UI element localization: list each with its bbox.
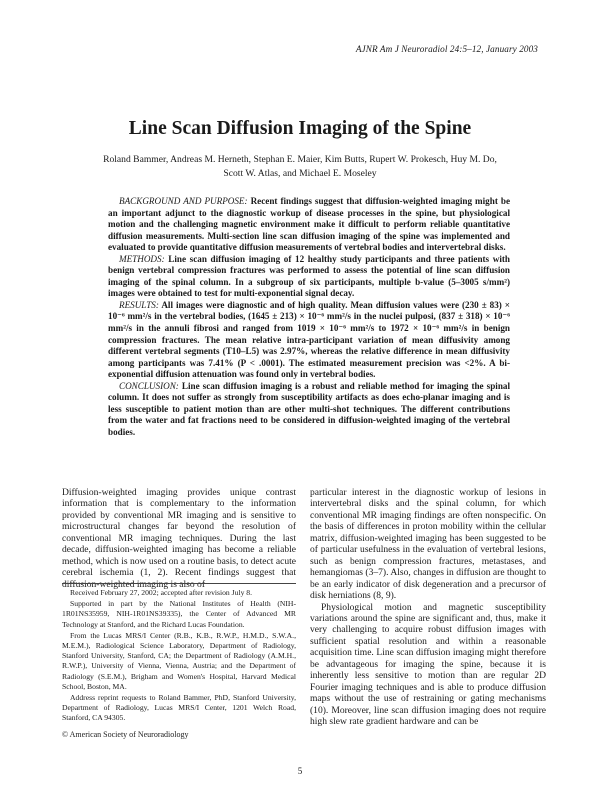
footnote-affiliations: From the Lucas MRS/I Center (R.B., K.B., R.W.P., H.M.D., S.W.A., M.E.M.), Radiological Science Laboratory, Department of Radiology, Stanford University, Stanford, CA; the Department of Radiology (A.M.H., R.W.P.), University of Vienna, Vienna, Austria; and the Department of Radiology (S.E.M.), Brigham and Women's Hospital, Harvard Medical School, Boston, MA. xyxy=(62,630,296,691)
body-left-column xyxy=(62,487,296,590)
body-paragraph: Diffusion-weighted imaging provides unique contrast information that is complementary to the information provided by conventional MR imaging and is sensitive to microstructural changes far beyond the resolution of conventional MR imaging techniques. During the last decade, diffusion-weighted imaging has become a reliable method, which is now used on a routine basis, to detect acute cerebral ischemia (1, 2). Recent findings suggest that diffusion-weighted imaging is also of xyxy=(62,487,296,590)
conclusion-heading: CONCLUSION: xyxy=(119,380,179,391)
abstract-results xyxy=(108,300,510,381)
body-paragraph: particular interest in the diagnostic workup of lesions in intervertebral disks and the spinal column, for which conventional MR imaging findings are often nonspecific. On the basis of differences in proton mobility within the cellular matrix, diffusion-weighted imaging has been suggested to be of particular usefulness in the evaluation of vertebral lesions, such as benign compression fractures, metastases, and hemangiomas (3–7). Also, changes in diffusion are thought to be an early indicator of disk degeneration and a precursor of disk herniations (8, 9). xyxy=(310,487,546,602)
footnote-address: Address reprint requests to Roland Bammer, PhD, Stanford University, Department of Radiology, Lucas MRS/I Center, 1201 Welch Road, Stanford, CA 94305. xyxy=(62,693,296,723)
copyright-notice: © American Society of Neuroradiology xyxy=(62,729,189,739)
abstract-conclusion xyxy=(108,381,510,439)
body-right-column xyxy=(310,487,546,728)
abstract-methods xyxy=(108,254,510,300)
results-text: All images were diagnostic and of high quality. Mean diffusion values were (230 ± 83) × 10⁻⁶ mm²/s in the vertebral bodies, (1645 ± 213) × 10⁻⁶ mm²/s in the nuclei pulposi, (837 ± 318) × 10⁻⁶ mm²/s in the annuli fibrosi and ranged from 1019 × 10⁻⁶ mm²/s to 1972 × 10⁻⁶ mm²/s in benign compression fractures. The mean relative intra-participant variation of mean diffusivity among different vertebral segments (T10–L5) was 2.97%, whereas the relative difference in mean diffusivity among participants was 7.41% (P < .0001). The estimated measurement precision was <2%. A bi-exponential diffusion attenuation was found only in vertebral bodies. xyxy=(108,299,510,380)
abstract-background xyxy=(108,196,510,254)
results-heading: RESULTS: xyxy=(119,299,159,310)
abstract xyxy=(108,196,510,438)
conclusion-text: Line scan diffusion imaging is a robust and reliable method for imaging the spinal column. It does not suffer as strongly from susceptibility artifacts as does echo-planar imaging and is less susceptible to patient motion than are other multi-shot techniques. The different contributions from the water and fat fractions need to be considered in diffusion-weighted imaging of the vertebral bodies. xyxy=(108,380,510,437)
article-title: Line Scan Diffusion Imaging of the Spine xyxy=(128,118,472,139)
methods-text: Line scan diffusion imaging of 12 healthy study participants and three patients with benign vertebral compression fractures was performed to assess the potential of line scan diffusion imaging of the spinal column. In a subgroup of six participants, multiple b-value (5–3005 s/mm²) images were obtained to test for multi-exponential signal decay. xyxy=(108,253,510,299)
page-number: 5 xyxy=(297,766,303,776)
author-list: Roland Bammer, Andreas M. Herneth, Stephan E. Maier, Kim Butts, Rupert W. Prokesch, Huy M. Do, Scott W. Atlas, and Michael E. Moseley xyxy=(103,154,497,179)
background-heading: BACKGROUND AND PURPOSE: xyxy=(119,196,248,206)
body-paragraph: Physiological motion and magnetic susceptibility variations around the spine are significant and, thus, make it very challenging to acquire robust diffusion images with sufficient spatial resolution and within a reasonable acquisition time. Line scan diffusion imaging might therefore be advantageous for imaging the spine, because it is inherently less sensitive to motion than are regular 2D Fourier imaging techniques and is able to produce diffusion maps without the use of restraining or gating mechanisms (10). Moreover, line scan diffusion imaging does not require high slew rate gradient hardware and can be xyxy=(310,601,546,728)
footnote-received: Received February 27, 2002; accepted after revision July 8. xyxy=(70,588,253,597)
background-text: Recent findings suggest that diffusion-weighted imaging might be an important adjunct to the diagnostic workup of disease processes in the spine, but physiological motion and the challenging magnetic environment make it difficult to perform reliable quantitative diffusion measurements. Multi-section line scan diffusion imaging of the spine was implemented and evaluated to provide quantitative diffusion measurements of vertebral bodies and intervertebral disks. xyxy=(108,196,510,253)
footnote-support: Supported in part by the National Institutes of Health (NIH-1R01NS35959, NIH-1R01NS39335), the Center of Advanced MR Technology at Stanford, and the Richard Lucas Foundation. xyxy=(62,599,296,629)
methods-heading: METHODS: xyxy=(119,253,165,264)
footnotes xyxy=(62,583,296,741)
running-head: AJNR Am J Neuroradiol 24:5–12, January 2003 xyxy=(355,44,538,54)
